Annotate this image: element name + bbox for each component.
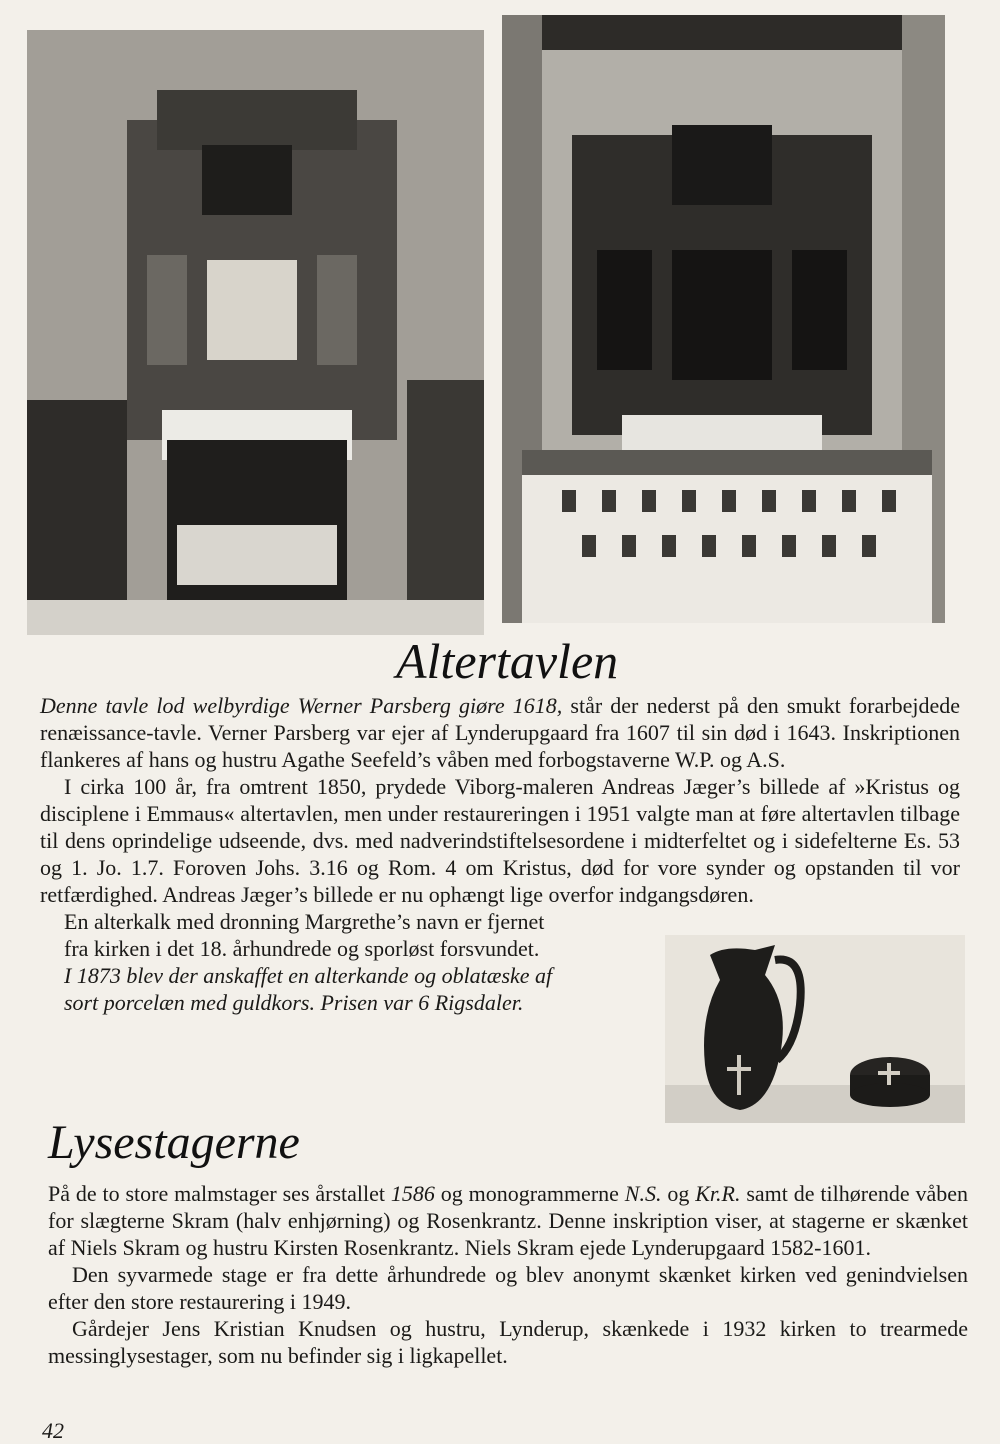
altertavlen-paragraph-1 [40,692,960,773]
lysestagerne-text-c: og [661,1181,696,1206]
altertavlen-paragraph-2: I cirka 100 år, fra omtrent 1850, prydede Viborg-maleren Andreas Jæger’s billede af »Kristus og disciplene i Emmaus« altertavlen, men under restaureringen i 1951 valgte man at føre altertavlen tilbage til dens oprindelige udseende, dvs. med nadverindstiftelsesordene i midterfeltet og i sidefelterne Es. 53 og 1. Jo. 1.7. Foroven Johs. 3.16 og Rom. 4 om Kristus, død for vore synder og opstanden til vor retfærdighed. Andreas Jæger’s billede er nu ophængt lige overfor indgangsdøren. [40,774,960,907]
section-heading-altertavlen: Altertavlen [396,633,619,689]
lysestagerne-text-d: samt de tilhørende våben for slægterne Skram (halv enhjørning) og Rosenkrantz. Denne inskription viser, at stagerne er skænket af Niels Skram og hustru Kirsten Rosenkrantz. Niels Skram ejede Lynderupgaard 1582-1601. [48,1181,969,1260]
lysestagerne-paragraph-3: Gårdejer Jens Kristian Knudsen og hustru, Lynderup, skænkede i 1932 kirken to trearmede messinglysestager, som nu befinder sig i ligkapellet. [48,1316,968,1368]
lysestagerne-text-b: og monogrammerne [434,1181,625,1206]
lysestagerne-year: 1586 [390,1181,435,1206]
monogram-ns: N.S. [624,1181,662,1206]
page-number: 42 [42,1418,64,1443]
altertavlen-paragraph-4 [40,962,960,1016]
lysestagerne-text-a: På de to store malmstager ses årstallet [48,1181,391,1206]
altertavlen-paragraph-1-text: står der nederst på den smukt forarbejdede renæissance-tavle. Verner Parsberg var ejer af Lynderupgaard fra 1607 til sin død i 1643. Inskriptionen flankeres af hans og hustru Agathe Seefeld’s våben med forbogstaverne W.P. og A.S. [40,693,960,772]
altertavlen-paragraph-3-line-1: En alterkalk med dronning Margrethe’s navn er fjernet [64,909,545,934]
photo-altarpiece-old [27,30,484,635]
altertavlen-paragraph-4-line-1: I 1873 blev der anskaffet en alterkande og oblatæske af [64,963,553,988]
lysestagerne-paragraph-1 [48,1180,968,1261]
lysestagerne-paragraph-2: Den syvarmede stage er fra dette århundrede og blev anonymt skænket kirken ved genindvielsen efter den store restaurering i 1949. [48,1262,968,1314]
altertavlen-paragraph-3-line-2: fra kirken i det 18. århundrede og sporløst forsvundet. [64,936,540,961]
altertavlen-inscription-quote: Denne tavle lod welbyrdige Werner Parsberg giøre 1618, [40,693,563,718]
altertavlen-paragraph-3 [40,908,960,962]
altertavlen-paragraph-4-line-2: sort porcelæn med guldkors. Prisen var 6 Rigsdaler. [64,990,524,1015]
lysestagerne-body [48,1180,968,1369]
monogram-krr: Kr.R. [695,1181,741,1206]
section-heading-lysestagerne: Lysestagerne [48,1116,300,1169]
altertavlen-body [40,692,960,1016]
photo-altarpiece-restored [502,15,945,623]
